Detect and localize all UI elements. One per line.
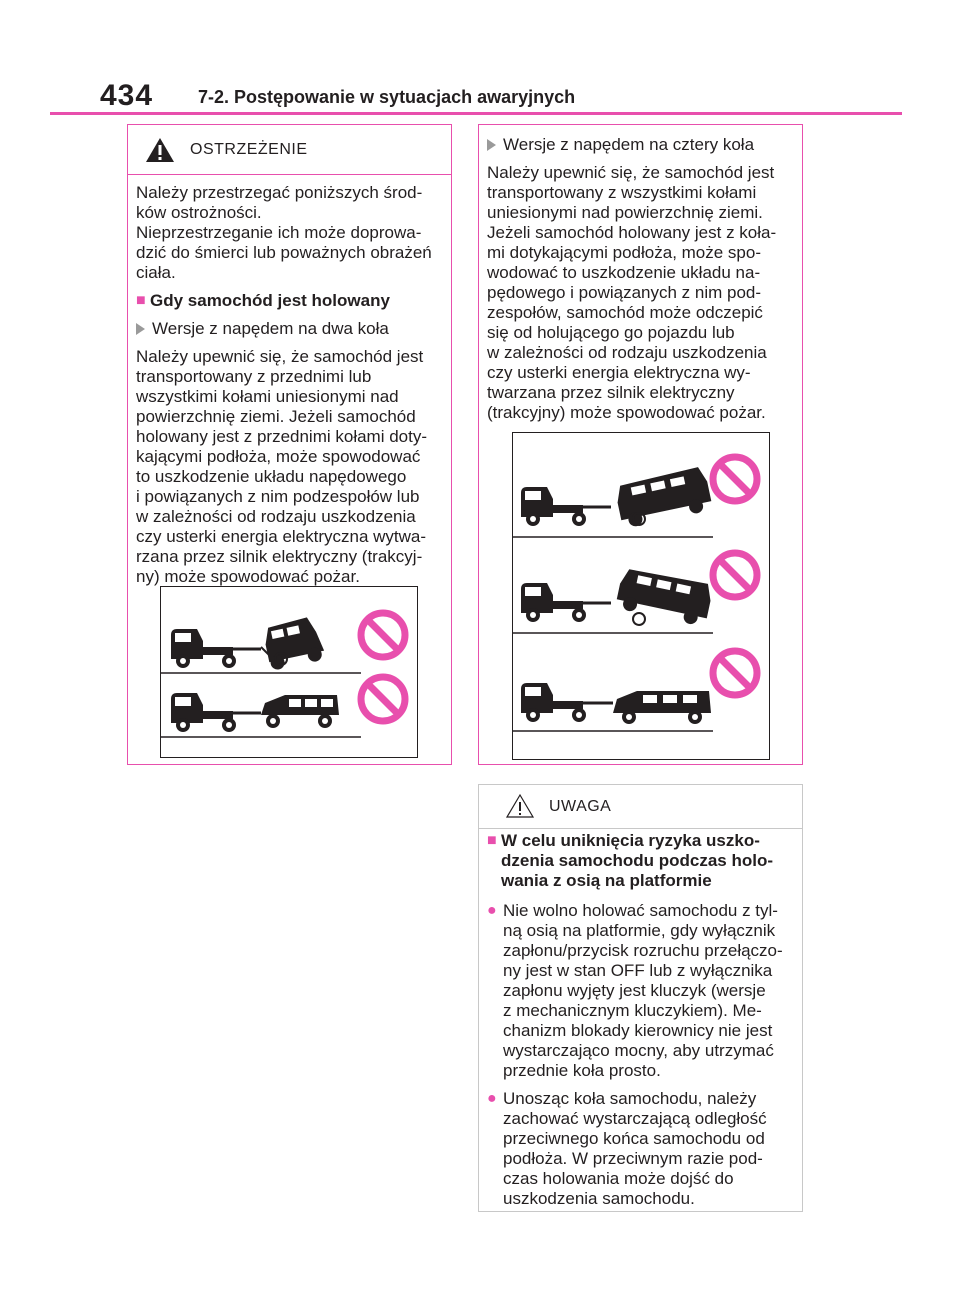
tow-truck-icon bbox=[521, 683, 586, 722]
text-line: pędowego i powiązanych z nim pod- bbox=[487, 283, 762, 302]
text-line: rzana przez silnik elektryczny (trakcyj- bbox=[136, 547, 423, 566]
heading-text: Gdy samochód jest holowany bbox=[150, 291, 390, 310]
caution-title: UWAGA bbox=[549, 798, 612, 815]
warning-intro bbox=[136, 183, 448, 283]
text-line: chanizm blokady kierownicy nie jest bbox=[503, 1021, 773, 1040]
arrow-bullet-icon bbox=[487, 135, 503, 155]
text-line: uniesionymi nad powierzchnię ziemi. bbox=[487, 203, 763, 222]
tow-truck-icon bbox=[171, 629, 236, 668]
header-divider bbox=[50, 112, 902, 115]
text-line: Nieprzestrzeganie ich może doprowa- bbox=[136, 223, 422, 242]
text-line: wodować to uszkodzenie układu na- bbox=[487, 263, 761, 282]
text-line: ny jest w stan OFF lub z wyłącznika bbox=[503, 961, 773, 980]
text-line: wszystkimi kołami uniesionymi nad bbox=[136, 387, 399, 406]
text-line: w zależności od rodzaju uszkodzenia bbox=[487, 343, 767, 362]
subheading-text: Wersje z napędem na cztery koła bbox=[503, 135, 755, 154]
heading-text bbox=[501, 831, 773, 891]
prohibition-icon bbox=[713, 553, 757, 597]
text-line: Należy przestrzegać poniższych środ- bbox=[136, 183, 423, 202]
text-line: W celu uniknięcia ryzyka uszko- bbox=[501, 831, 760, 850]
arrow-bullet-icon bbox=[136, 319, 152, 339]
text-line: Należy upewnić się, że samochód jest bbox=[136, 347, 424, 366]
text-line: w zależności od rodzaju uszkodzenia bbox=[136, 507, 416, 526]
square-bullet-icon: ■ bbox=[487, 832, 497, 849]
text-line: powierzchnię ziemi. Jeżeli samochód bbox=[136, 407, 416, 426]
warning-title: OSTRZEŻENIE bbox=[190, 141, 308, 158]
four-wd-subheading bbox=[487, 135, 799, 155]
two-wd-towing-illustration bbox=[160, 586, 418, 758]
text-line: przeciwnego końca samochodu od bbox=[503, 1129, 765, 1148]
prohibition-icon bbox=[713, 651, 757, 695]
tow-truck-icon bbox=[521, 583, 586, 622]
text-line: się od holującego go pojazdu lub bbox=[487, 323, 735, 342]
warning-header bbox=[128, 125, 451, 175]
caution-bullet bbox=[487, 901, 799, 1081]
section-title: 7-2. Postępowanie w sytuacjach awaryjnych bbox=[198, 87, 576, 107]
text-line: Unosząc koła samochodu, należy bbox=[503, 1089, 757, 1108]
caution-bullet bbox=[487, 1089, 799, 1209]
text-line: czas holowania może dojść do bbox=[503, 1169, 734, 1188]
text-line: i powiązanych z nim podzespołów lub bbox=[136, 487, 420, 506]
text-line: zachować wystarczającą odległość bbox=[503, 1109, 767, 1128]
text-line: zapłonu/przycisk rozruchu przełączo- bbox=[503, 941, 783, 960]
text-line: holowany jest z przednimi kołami doty- bbox=[136, 427, 428, 446]
page-header bbox=[100, 76, 900, 116]
text-line: to uszkodzenie układu napędowego bbox=[136, 467, 407, 486]
text-line: Należy upewnić się, że samochód jest bbox=[487, 163, 775, 182]
prohibition-icon bbox=[361, 677, 405, 721]
four-wd-body bbox=[487, 163, 799, 423]
text-line: dzenia samochodu podczas holo- bbox=[501, 851, 774, 870]
text-line: transportowany z wszystkimi kołami bbox=[487, 183, 757, 202]
square-bullet-icon: ■ bbox=[136, 292, 146, 309]
text-line: wania z osią na platformie bbox=[501, 871, 712, 890]
towed-suv-icon bbox=[261, 695, 339, 728]
towed-suv-icon bbox=[615, 566, 714, 627]
text-line: z mechanicznym kluczykiem). Me- bbox=[503, 1001, 762, 1020]
tow-truck-icon bbox=[521, 487, 586, 526]
warning-content bbox=[136, 183, 448, 595]
caution-box bbox=[478, 784, 803, 1212]
towed-suv-icon bbox=[262, 615, 326, 671]
tow-truck-icon bbox=[171, 693, 236, 732]
prohibition-icon bbox=[713, 457, 757, 501]
text-line: przednie koła prosto. bbox=[503, 1061, 661, 1080]
prohibition-icon bbox=[361, 613, 405, 657]
warning-triangle-icon bbox=[145, 137, 175, 163]
text-line: podłoża. W przeciwnym razie pod- bbox=[503, 1149, 763, 1168]
text-line: ną osią na platformie, gdy wyłącznik bbox=[503, 921, 776, 940]
text-line: Nie wolno holować samochodu z tyl- bbox=[503, 901, 778, 920]
subheading-text: Wersje z napędem na dwa koła bbox=[152, 319, 389, 338]
four-wd-towing-illustration bbox=[512, 432, 770, 760]
text-line: twarzana przez silnik elektryczny bbox=[487, 383, 735, 402]
bullet-text bbox=[503, 1089, 799, 1209]
text-line: zespołów, samochód może odczepić bbox=[487, 303, 763, 322]
text-line: czy usterki energia elektryczna wytwa- bbox=[136, 527, 427, 546]
round-bullet-icon: ● bbox=[487, 902, 497, 919]
towed-suv-icon bbox=[614, 466, 713, 529]
bullet-text bbox=[503, 901, 799, 1081]
text-line: czy usterki energia elektryczna wy- bbox=[487, 363, 751, 382]
four-wd-content bbox=[487, 135, 799, 431]
text-line: ków ostrożności. bbox=[136, 203, 262, 222]
round-bullet-icon: ● bbox=[487, 1090, 497, 1107]
page-number: 434 bbox=[100, 79, 154, 112]
two-wd-body bbox=[136, 347, 448, 587]
text-line: mi dotykającymi podłoża, może spo- bbox=[487, 243, 762, 262]
text-line: uszkodzenia samochodu. bbox=[503, 1189, 695, 1208]
text-line: dzić do śmierci lub poważnych obrażeń bbox=[136, 243, 432, 262]
two-wd-subheading bbox=[136, 319, 448, 339]
text-line: ciała. bbox=[136, 263, 176, 282]
text-line: wystarczająco mocny, aby utrzymać bbox=[503, 1041, 774, 1060]
caution-heading bbox=[487, 831, 799, 891]
text-line: zapłonu wyjęty jest kluczyk (wersje bbox=[503, 981, 766, 1000]
text-line: Jeżeli samochód holowany jest z koła- bbox=[487, 223, 777, 242]
towing-heading bbox=[136, 291, 448, 311]
caution-header bbox=[479, 785, 802, 829]
caution-triangle-icon bbox=[505, 793, 535, 819]
text-line: (trakcyjny) może spowodować pożar. bbox=[487, 403, 766, 422]
caution-content bbox=[487, 831, 799, 1217]
text-line: transportowany z przednimi lub bbox=[136, 367, 372, 386]
text-line: kającymi podłoża, może spowodować bbox=[136, 447, 421, 466]
towed-suv-icon bbox=[613, 691, 711, 724]
text-line: ny) może spowodować pożar. bbox=[136, 567, 360, 586]
